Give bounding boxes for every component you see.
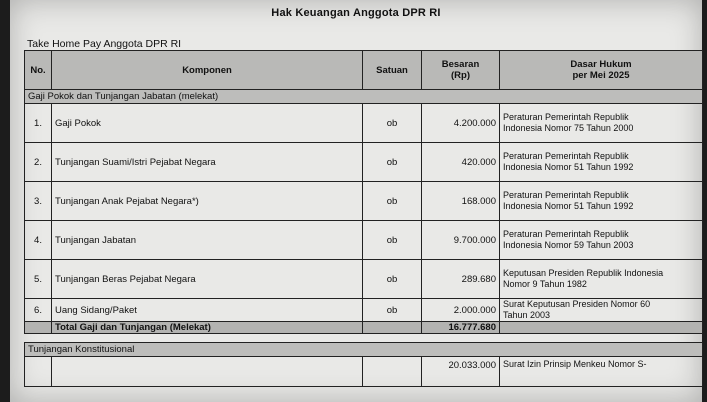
- cell-besaran: 168.000: [422, 182, 500, 221]
- header-dasar-line2: per Mei 2025: [572, 70, 630, 81]
- dasar-line1: Surat Keputusan Presiden Nomor 60: [503, 299, 651, 309]
- cell-komponen: Tunjangan Suami/Istri Pejabat Negara: [52, 143, 363, 182]
- cell-besaran: 289.680: [422, 260, 500, 299]
- header-dasar-hukum: [500, 51, 703, 90]
- cell-besaran: 420.000: [422, 143, 500, 182]
- cell-satuan: [363, 357, 422, 387]
- header-besaran-line2: (Rp): [451, 70, 470, 81]
- cell-dasar-hukum: [500, 182, 703, 221]
- dasar-line1: Keputusan Presiden Republik Indonesia: [503, 268, 664, 278]
- header-besaran: [422, 51, 500, 90]
- cell-no: 5.: [25, 260, 52, 299]
- header-row: [25, 51, 703, 90]
- total-label: Total Gaji dan Tunjangan (Melekat): [52, 322, 363, 334]
- table-row: [25, 221, 703, 260]
- cell-no: [25, 357, 52, 387]
- header-komponen: Komponen: [52, 51, 363, 90]
- dasar-line2: Nomor 9 Tahun 1982: [503, 279, 587, 289]
- cell-besaran: 4.200.000: [422, 104, 500, 143]
- cell-no: 3.: [25, 182, 52, 221]
- cell-satuan: ob: [363, 221, 422, 260]
- header-no: No.: [25, 51, 52, 90]
- dasar-line1: Peraturan Pemerintah Republik: [503, 229, 629, 239]
- table-row: [25, 143, 703, 182]
- cell-komponen: Gaji Pokok: [52, 104, 363, 143]
- section-title: Tunjangan Konstitusional: [25, 343, 703, 357]
- cell-no: 6.: [25, 299, 52, 322]
- document-title: Hak Keuangan Anggota DPR RI: [271, 7, 441, 19]
- section-row: [25, 343, 703, 357]
- cell-satuan: ob: [363, 104, 422, 143]
- header-dasar-line1: Dasar Hukum: [570, 59, 632, 70]
- cell-no: 2.: [25, 143, 52, 182]
- section-title: Gaji Pokok dan Tunjangan Jabatan (melekat): [25, 90, 703, 104]
- cell-no: 1.: [25, 104, 52, 143]
- dasar-line1: Peraturan Pemerintah Republik: [503, 151, 629, 161]
- dasar-line1: Peraturan Pemerintah Republik: [503, 112, 629, 122]
- cell-dasar-hukum: [500, 299, 703, 322]
- spacer-row: [25, 334, 703, 343]
- cell-dasar-hukum: [500, 221, 703, 260]
- table-row: [25, 299, 703, 322]
- salary-table: [24, 50, 703, 387]
- table-caption: Take Home Pay Anggota DPR RI: [27, 38, 182, 50]
- dasar-line2: Indonesia Nomor 59 Tahun 2003: [503, 240, 634, 250]
- total-row: [25, 322, 703, 334]
- cell-satuan: ob: [363, 299, 422, 322]
- dasar-line2: Indonesia Nomor 51 Tahun 1992: [503, 162, 634, 172]
- cell-besaran: 2.000.000: [422, 299, 500, 322]
- cell-satuan: ob: [363, 143, 422, 182]
- cell-dasar-hukum: Surat Izin Prinsip Menkeu Nomor S-: [500, 357, 703, 387]
- cell-komponen: [52, 357, 363, 387]
- cell-komponen: Uang Sidang/Paket: [52, 299, 363, 322]
- cell-komponen: Tunjangan Jabatan: [52, 221, 363, 260]
- cell-komponen: Tunjangan Beras Pejabat Negara: [52, 260, 363, 299]
- dasar-line2: Tahun 2003: [503, 310, 551, 320]
- cell-komponen: Tunjangan Anak Pejabat Negara*): [52, 182, 363, 221]
- table-row: [25, 104, 703, 143]
- dasar-line2: Indonesia Nomor 51 Tahun 1992: [503, 201, 634, 211]
- table-row: [25, 260, 703, 299]
- header-satuan: Satuan: [363, 51, 422, 90]
- cell-satuan: ob: [363, 182, 422, 221]
- header-besaran-line1: Besaran: [441, 59, 480, 70]
- dasar-line2: Indonesia Nomor 75 Tahun 2000: [503, 123, 634, 133]
- document-page: [10, 0, 702, 402]
- cell-besaran: 20.033.000: [422, 357, 500, 387]
- cell-dasar-hukum: [500, 104, 703, 143]
- cell-dasar-hukum: [500, 260, 703, 299]
- cell-besaran: 9.700.000: [422, 221, 500, 260]
- section-row: [25, 90, 703, 104]
- table-row-partial: [25, 357, 703, 387]
- total-value: 16.777.680: [422, 322, 500, 334]
- total-no-cell: [25, 322, 52, 334]
- cell-dasar-hukum: [500, 143, 703, 182]
- total-satuan-cell: [363, 322, 422, 334]
- dasar-line1: Peraturan Pemerintah Republik: [503, 190, 629, 200]
- cell-satuan: ob: [363, 260, 422, 299]
- total-dasar-cell: [500, 322, 703, 334]
- table-row: [25, 182, 703, 221]
- cell-no: 4.: [25, 221, 52, 260]
